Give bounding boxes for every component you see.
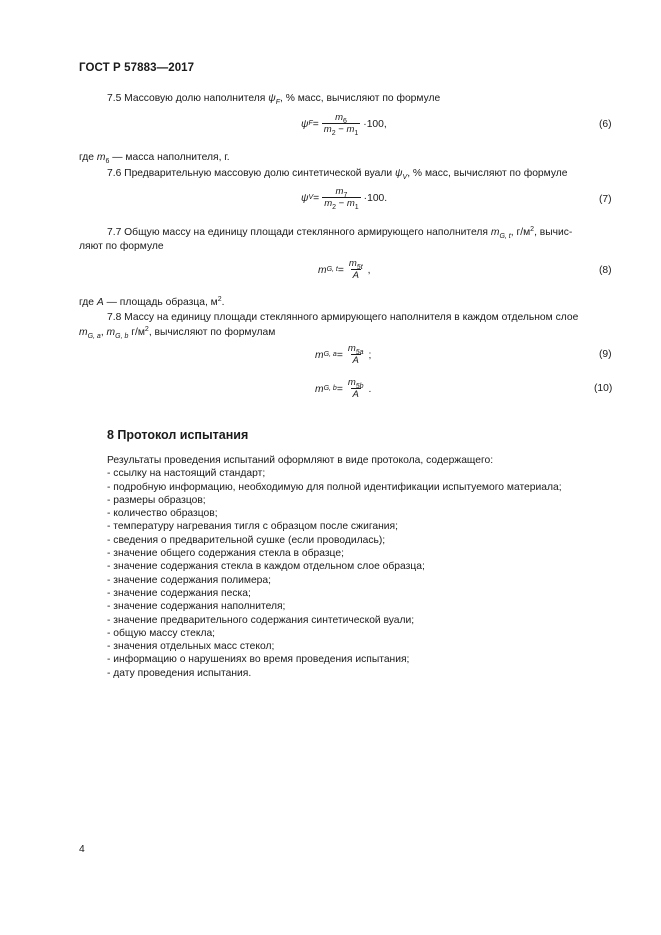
list-item: - сведения о предварительной сушке (если проводилась); [107, 534, 386, 546]
formula-7: ψ V = $\frac{m_7}{m_2 - m_1}$ ·100. [301, 186, 388, 211]
list-item: - подробную информацию, необходимую для полной идентификации испытуемого материала; [107, 481, 562, 493]
equation-number-6: (6) [599, 119, 612, 130]
list-item: - значение содержания полимера; [107, 574, 271, 586]
list-item: - значение предварительного содержания синтетической вуали; [107, 614, 415, 626]
definition-m6: где $m_6$ — масса наполнителя, г. [79, 152, 230, 165]
clause-7-7-continued: ляют по формуле [79, 241, 164, 252]
list-item: - размеры образцов; [107, 494, 206, 506]
list-item: - количество образцов; [107, 508, 218, 520]
page-number: 4 [79, 844, 85, 855]
document-header: ГОСТ Р 57883—2017 [79, 62, 195, 74]
list-item: - значение содержания стекла в каждом отдельном слое образца; [107, 561, 425, 573]
formula-6-fraction: $\frac{m_6}{m_2 - m_1}$ [323, 112, 359, 137]
clause-7-8-continued: $m_{G, a}$, $m_{G, b}$ $г/м^2$, вычисляют по формулам [79, 326, 276, 340]
clause-7-7: 7.7 Общую массу на единицу площади стеклянного армирующего наполнителя $m_{G, t}$, $г/м^2$, вычис- [107, 226, 573, 240]
formula-10: m G, b = $\frac{m_{5b}}{A}$ . [315, 377, 372, 400]
definition-area: где A — площадь образца, $м^2$. [79, 296, 225, 308]
list-item: - информацию о нарушениях во время проведения испытания; [107, 654, 410, 666]
list-item: Результаты проведения испытаний оформляют в виде протокола, содержащего: [107, 455, 494, 466]
formula-9-fraction: $\frac{m_{5a}}{A}$ [347, 343, 364, 366]
equation-number-8: (8) [599, 265, 612, 276]
formula-7-fraction: $\frac{m_7}{m_2 - m_1}$ [324, 186, 359, 211]
equation-number-10: (10) [594, 383, 613, 394]
clause-7-5: 7.5 Массовую долю наполнителя $\psi_F$, % масс, вычисляют по формуле [107, 93, 441, 106]
protocol-contents-list [107, 454, 562, 680]
formula-9: m G, a = $\frac{m_{5a}}{A}$ ; [315, 343, 372, 366]
equation-number-9: (9) [599, 349, 612, 360]
formula-8-fraction: $\frac{m_{5t}}{A}$ [348, 258, 363, 281]
clause-7-8: 7.8 Массу на единицу площади стеклянного армирующего наполнителя в каждом отдельном слое [107, 312, 579, 323]
formula-6: ψ F = $\frac{m_6}{m_2 - m_1}$ ·100, [301, 112, 387, 137]
list-item: - общую массу стекла; [107, 627, 216, 639]
list-item: - значение содержания песка; [107, 587, 251, 599]
section-8-heading: 8 Протокол испытания [107, 428, 249, 442]
list-item: - значения отдельных масс стекол; [107, 641, 275, 653]
list-item: - ссылку на настоящий стандарт; [107, 468, 266, 480]
list-item: - дату проведения испытания. [107, 667, 252, 679]
list-item: - значение содержания наполнителя; [107, 601, 286, 613]
formula-8: m G, t = $\frac{m_{5t}}{A}$ , [318, 258, 371, 281]
formula-10-fraction: $\frac{m_{5b}}{A}$ [347, 377, 364, 400]
clause-7-6: 7.6 Предварительную массовую долю синтетической вуали $\psi_V$, % масс, вычисляют по формуле [107, 168, 568, 181]
list-item: - значение общего содержания стекла в образце; [107, 548, 344, 560]
equation-number-7: (7) [599, 194, 612, 205]
list-item: - температуру нагревания тигля с образцом после сжигания; [107, 521, 398, 533]
